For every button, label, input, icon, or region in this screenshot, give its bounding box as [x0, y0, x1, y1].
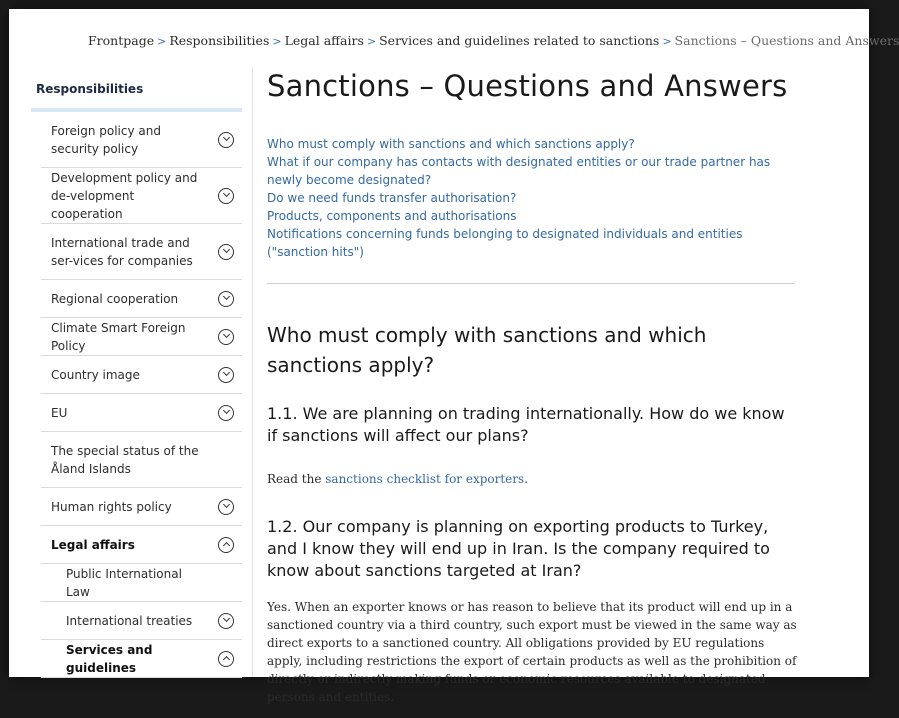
breadcrumb — [88, 33, 899, 48]
toc-link-products-components[interactable]: Products, components and authorisations — [267, 209, 517, 223]
sidebar — [31, 67, 242, 678]
sidebar-item-country-image[interactable] — [41, 356, 242, 394]
sidebar-item-label: Services and guidelines — [66, 642, 153, 675]
main-content — [267, 67, 797, 718]
chevron-down-icon[interactable] — [218, 188, 234, 204]
chevron-down-icon[interactable] — [218, 132, 234, 148]
sidebar-item-label: Foreign policy and security policy — [51, 123, 161, 156]
sidebar-item-international-trade[interactable] — [41, 224, 242, 280]
section-heading: Who must comply with sanctions and which sanctions apply? — [267, 323, 707, 377]
table-of-contents — [267, 135, 797, 261]
sidebar-item-climate-smart[interactable] — [41, 318, 242, 356]
breadcrumb-item-responsibilities[interactable]: Responsibilities — [169, 33, 270, 48]
sidebar-subitem-services-guidelines[interactable] — [41, 640, 242, 678]
sidebar-item-label: International trade and ser-vices for companies — [51, 235, 193, 268]
sidebar-item-label: International treaties — [66, 613, 193, 628]
breadcrumb-separator: > — [366, 35, 377, 48]
chevron-up-icon[interactable] — [218, 651, 234, 667]
sidebar-item-label: Country image — [51, 367, 140, 382]
chevron-down-icon[interactable] — [218, 405, 234, 421]
sidebar-item-label: Regional cooperation — [51, 291, 179, 306]
sanctions-checklist-link[interactable]: sanctions checklist for exporters — [325, 472, 525, 486]
sidebar-item-label: Public International Law — [66, 566, 182, 599]
chevron-up-icon[interactable] — [218, 537, 234, 553]
sidebar-item-foreign-policy[interactable] — [41, 112, 242, 168]
chevron-down-icon[interactable] — [218, 367, 234, 383]
question-heading: 1.2. Our company is planning on exporting products to Turkey, and I know they will end up in Iran. Is the company required to know about sanctions targeted at Iran? — [267, 517, 770, 580]
answer-text: Read the — [267, 472, 326, 486]
chevron-down-icon[interactable] — [218, 613, 234, 629]
sidebar-item-development-policy[interactable] — [41, 168, 242, 224]
browser-page — [9, 9, 899, 704]
breadcrumb-separator: > — [662, 35, 672, 48]
question-heading: 1.1. We are planning on trading internationally. How do we know if sanctions will affect our plans? — [267, 404, 785, 445]
breadcrumb-item-legal-affairs[interactable]: Legal affairs — [284, 33, 364, 48]
sidebar-item-aland-islands[interactable] — [41, 432, 242, 488]
breadcrumb-separator: > — [157, 35, 167, 48]
sidebar-item-regional-cooperation[interactable] — [41, 280, 242, 318]
sidebar-item-label: Legal affairs — [51, 537, 135, 552]
sidebar-item-label: Human rights policy — [51, 499, 172, 514]
toc-link-notifications[interactable]: Notifications concerning funds belonging to designated individuals and entities ("sanction hits") — [267, 227, 743, 259]
sidebar-subitem-public-international-law[interactable] — [41, 564, 242, 602]
sidebar-item-label: Development policy and de-velopment cooperation — [51, 170, 198, 221]
answer-text: . — [524, 472, 529, 486]
breadcrumb-separator: > — [272, 35, 282, 48]
toc-link-designated-entities[interactable]: What if our company has contacts with designated entities or our trade partner has newly become designated? — [267, 155, 771, 187]
sidebar-item-eu[interactable] — [41, 394, 242, 432]
breadcrumb-item-frontpage[interactable]: Frontpage — [88, 33, 155, 48]
chevron-down-icon[interactable] — [218, 244, 234, 260]
toc-link-funds-transfer[interactable]: Do we need funds transfer authorisation? — [267, 191, 517, 205]
sidebar-heading[interactable]: Responsibilities — [31, 67, 242, 112]
sidebar-subitem-international-treaties[interactable] — [41, 602, 242, 640]
sidebar-item-label: The special status of the Åland Islands — [51, 443, 199, 476]
sidebar-item-label: EU — [51, 405, 68, 420]
sidebar-item-legal-affairs[interactable] — [41, 526, 242, 564]
answer-paragraph — [267, 470, 797, 488]
sidebar-item-human-rights[interactable] — [41, 488, 242, 526]
column-divider — [252, 67, 253, 677]
chevron-down-icon[interactable] — [218, 329, 234, 345]
section-divider — [267, 283, 795, 284]
answer-paragraph: Yes. When an exporter knows or has reason to believe that its product will end up in a sanctioned country via a third country, such export must be viewed in the same way as direct exports to a sanctioned country. All obligations provided by EU regulations apply, including restrictions the export of certain products as well as the prohibition of directly or indirectly making funds or economic resources available to designated persons and entities. — [267, 600, 797, 704]
breadcrumb-current: Sanctions – Questions and Answers — [674, 33, 899, 48]
breadcrumb-item-services-guidelines[interactable]: Services and guidelines related to sanctions — [379, 33, 660, 48]
chevron-down-icon[interactable] — [218, 291, 234, 307]
sidebar-nav — [41, 112, 242, 678]
chevron-down-icon[interactable] — [218, 499, 234, 515]
toc-link-who-must-comply[interactable]: Who must comply with sanctions and which sanctions apply? — [267, 137, 635, 151]
sidebar-item-label: Climate Smart Foreign Policy — [51, 320, 186, 353]
page-title: Sanctions – Questions and Answers — [267, 69, 788, 103]
